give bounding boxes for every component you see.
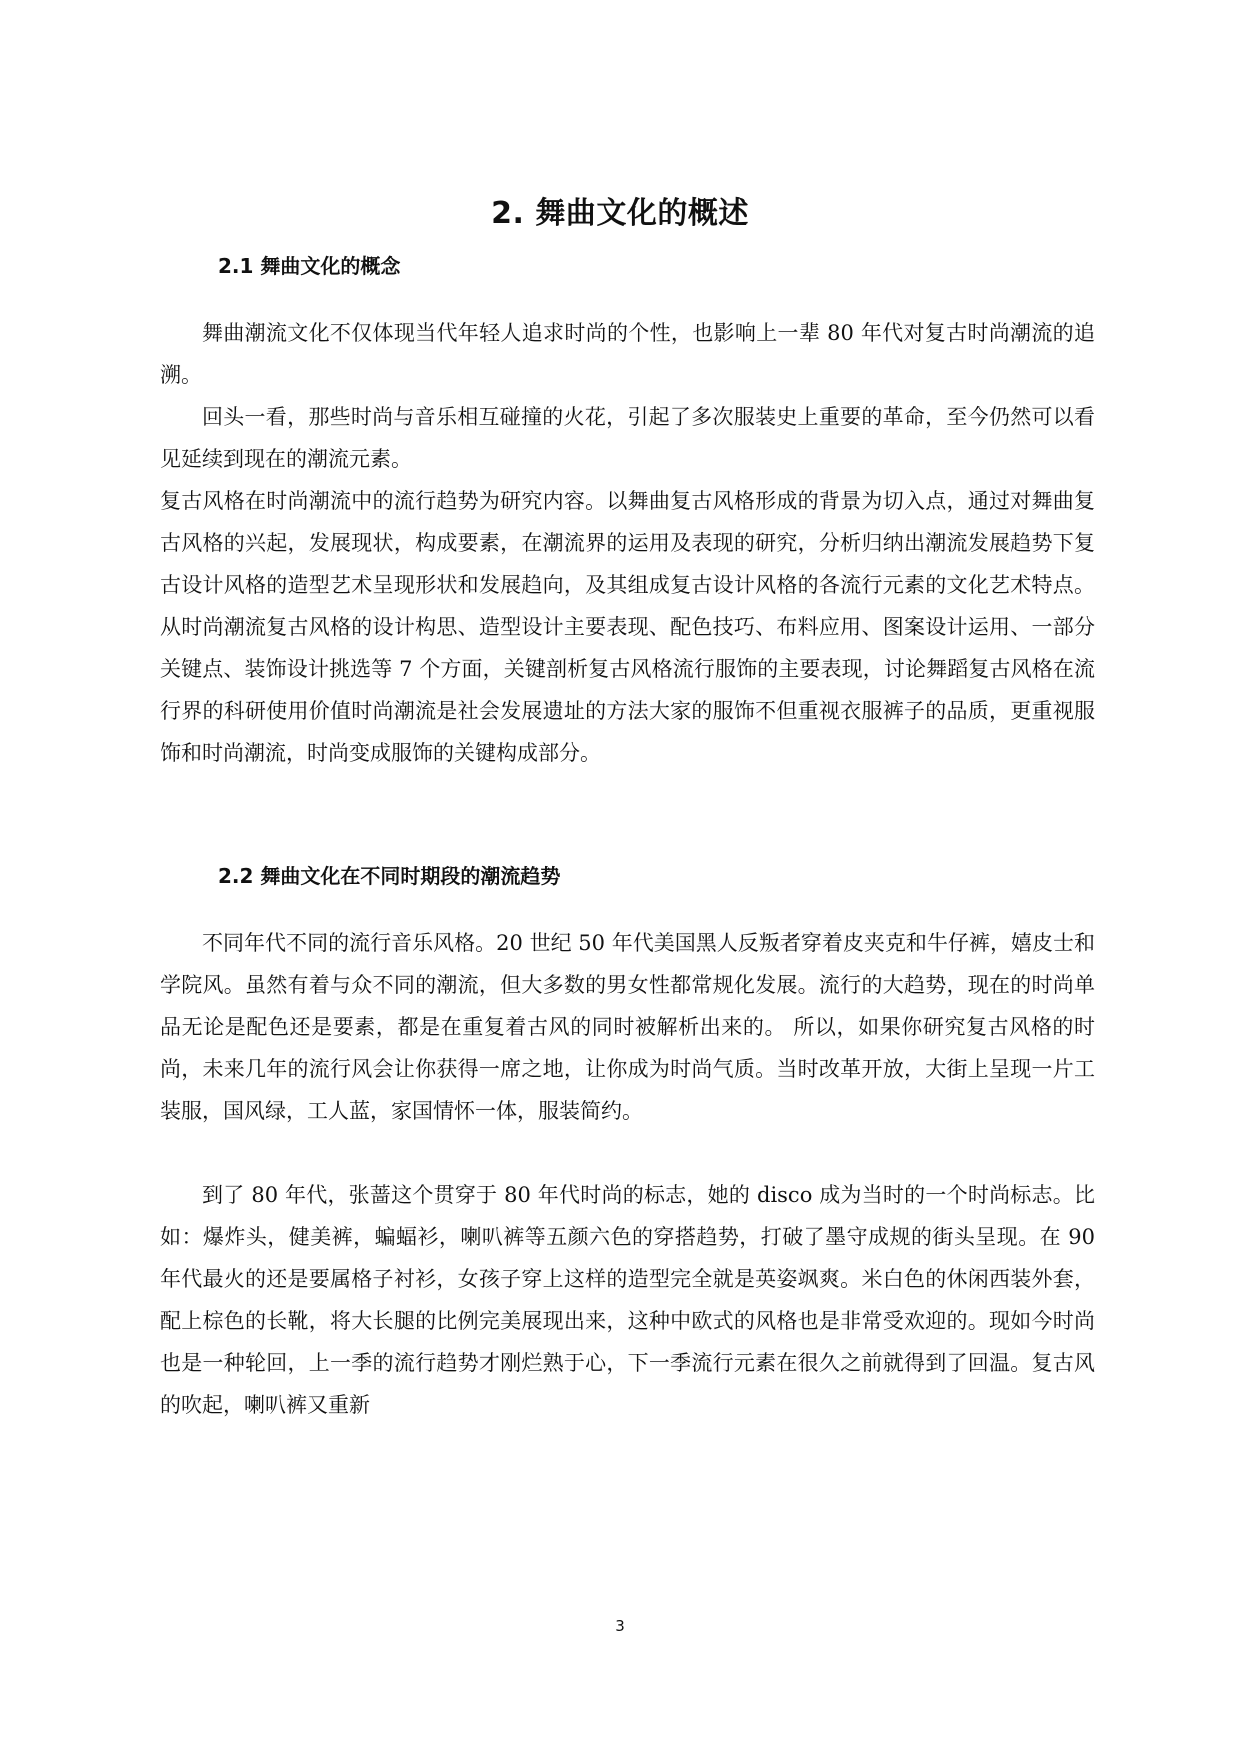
paragraph: 不同年代不同的流行音乐风格。20 世纪 50 年代美国黑人反叛者穿着皮夹克和牛仔裤，嬉皮士和学院风。虽然有着与众不同的潮流，但大多数的男女性都常规化发展。流行的大趋势，现在的时尚单品无论是配色还是要素，都是在重复着古风的同时被解析出来的。 所以，如果你研究复古风格的时尚，未来几年的流行风会让你获得一席之地，让你成为时尚气质。当时改革开放，大街上呈现一片工装服，国风绿，工人蓝，家国情怀一体，服装简约。 (160, 931, 1095, 1123)
paragraph: 到了 80 年代，张蔷这个贯穿于 80 年代时尚的标志，她的 disco 成为当时的一个时尚标志。比如：爆炸头，健美裤，蝙蝠衫，喇叭裤等五颜六色的穿搭趋势，打破了墨守成规的街头呈现。在 90 年代最火的还是要属格子衬衫，女孩子穿上这样的造型完全就是英姿飒爽。米白色的休闲西装外套，配上棕色的长靴，将大长腿的比例完美展现出来，这种中欧式的风格也是非常受欢迎的。现如今时尚也是一种轮回，上一季的流行趋势才刚烂熟于心，下一季流行元素在很久之前就得到了回温。复古风的吹起，喇叭裤又重新 (160, 1183, 1095, 1417)
paragraph: 舞曲潮流文化不仅体现当代年轻人追求时尚的个性，也影响上一辈 80 年代对复古时尚潮流的追溯。 (160, 321, 1095, 387)
paragraph: 回头一看，那些时尚与音乐相互碰撞的火花，引起了多次服装史上重要的革命，至今仍然可以看见延续到现在的潮流元素。 (160, 405, 1095, 471)
section-title-2-1: 2.1 舞曲文化的概念 (218, 254, 401, 278)
page-number: 3 (615, 1617, 625, 1635)
section-title-2-2: 2.2 舞曲文化在不同时期段的潮流趋势 (218, 864, 561, 888)
paragraph: 复古风格在时尚潮流中的流行趋势为研究内容。以舞曲复古风格形成的背景为切入点，通过对舞曲复古风格的兴起，发展现状，构成要素，在潮流界的运用及表现的研究，分析归纳出潮流发展趋势下复古设计风格的造型艺术呈现形状和发展趋向，及其组成复古设计风格的各流行元素的文化艺术特点。 从时尚潮流复古风格的设计构思、造型设计主要表现、配色技巧、布料应用、图案设计运用、一部分关键点、装饰设计挑选等 7 个方面，关键剖析复古风格流行服饰的主要表现，讨论舞蹈复古风格在流行界的科研使用价值时尚潮流是社会发展遗址的方法大家的服饰不但重视衣服裤子的品质，更重视服饰和时尚潮流，时尚变成服饰的关键构成部分。 (160, 489, 1095, 765)
chapter-title: 2. 舞曲文化的概述 (491, 196, 749, 231)
